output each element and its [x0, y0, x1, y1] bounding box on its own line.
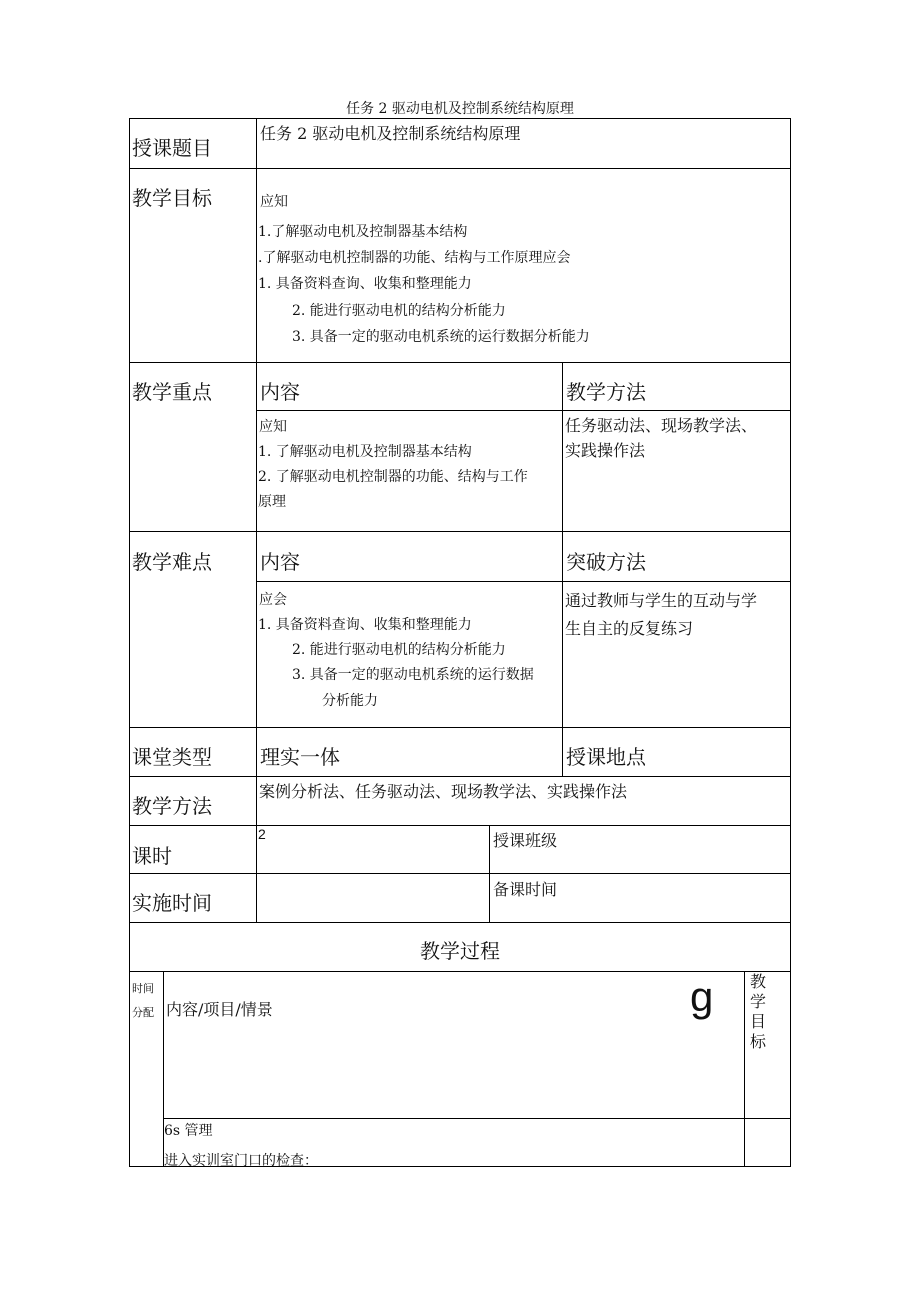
teaching-method-value: 案例分析法、任务驱动法、现场教学法、实践操作法: [259, 782, 628, 801]
objectives-label: 教学目标: [132, 186, 212, 210]
difficulties-method-line: 生自主的反复练习: [565, 619, 694, 638]
key-points-content-line: 2. 了解驱动电机控制器的功能、结构与工作: [258, 469, 528, 485]
objectives-line: .了解驱动电机控制器的功能、结构与工作原理应会: [258, 250, 571, 266]
objectives-line: 2. 能进行驱动电机的结构分析能力: [292, 303, 506, 319]
key-points-method-line: 任务驱动法、现场教学法、: [565, 416, 758, 435]
difficulties-content-line: 2. 能进行驱动电机的结构分析能力: [292, 642, 506, 658]
difficulties-method-line: 通过教师与学生的互动与学: [565, 591, 758, 610]
process-objective-header: 教 学 目 标: [750, 972, 767, 1051]
implementation-time-label: 实施时间: [132, 891, 212, 915]
difficulties-content-line: 1. 具备资料查询、收集和整理能力: [258, 617, 472, 633]
difficulties-label: 教学难点: [132, 550, 212, 574]
key-points-content-line: 原理: [258, 494, 286, 510]
document-title: 任务 2 驱动电机及控制系统结构原理: [346, 101, 574, 117]
hours-value: 2: [258, 826, 266, 842]
difficulties-content-line: 分析能力: [322, 693, 378, 709]
time-allocation-label: 分配: [132, 1006, 154, 1019]
key-points-method-header: 教学方法: [566, 380, 646, 404]
key-points-content-line: 应知: [259, 419, 287, 435]
prep-time-label: 备课时间: [493, 880, 558, 899]
topic-value: 任务 2 驱动电机及控制系统结构原理: [260, 124, 521, 143]
objectives-line: 应知: [260, 194, 288, 210]
objectives-line: 1. 具备资料查询、收集和整理能力: [258, 276, 472, 292]
hours-label: 课时: [132, 844, 172, 868]
class-type-label: 课堂类型: [132, 745, 212, 769]
objectives-line: 1.了解驱动电机及控制器基本结构: [258, 224, 468, 240]
teaching-method-label: 教学方法: [132, 794, 212, 818]
stray-mark: g: [690, 973, 714, 1020]
key-points-content-line: 1. 了解驱动电机及控制器基本结构: [258, 444, 472, 460]
difficulties-content-header: 内容: [260, 550, 300, 574]
location-label: 授课地点: [566, 745, 646, 769]
key-points-content-header: 内容: [260, 380, 300, 404]
key-points-label: 教学重点: [132, 380, 212, 404]
class-group-label: 授课班级: [493, 831, 558, 850]
difficulties-content-line: 应会: [259, 592, 287, 608]
process-content-header: 内容/项目/情景: [166, 1000, 273, 1019]
process-title: 教学过程: [420, 939, 500, 963]
process-item-line: 进入实训室门口的检查：: [164, 1153, 318, 1169]
process-item-line: 6s 管理: [164, 1123, 213, 1139]
difficulties-method-header: 突破方法: [566, 550, 646, 574]
topic-label: 授课题目: [132, 136, 212, 160]
objectives-line: 3. 具备一定的驱动电机系统的运行数据分析能力: [292, 329, 590, 345]
class-type-value: 理实一体: [260, 745, 340, 769]
time-allocation-label: 时间: [132, 982, 154, 995]
difficulties-content-line: 3. 具备一定的驱动电机系统的运行数据: [292, 667, 534, 683]
key-points-method-line: 实践操作法: [565, 441, 646, 460]
